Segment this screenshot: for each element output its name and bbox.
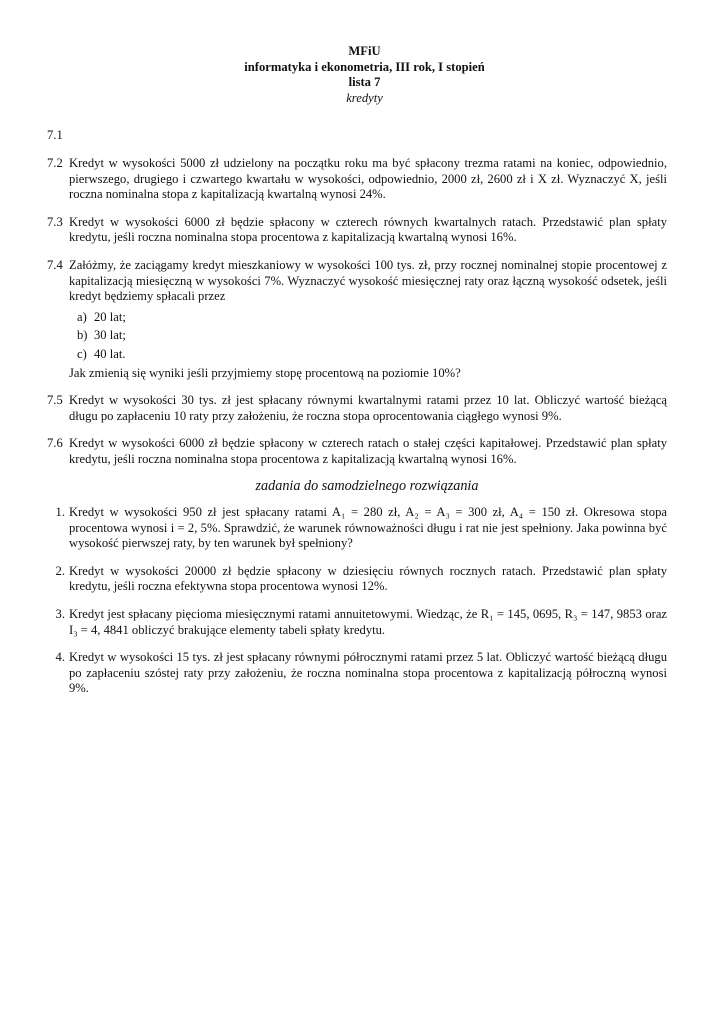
task-text: Kredyt jest spłacany pięcioma miesięcznymi ratami annuitetowymi. Wiedząc, że R₁ = 145, 0695, R₃ = 147, 9853 oraz I₃ = 4, 4841 obliczyć brakujące elementy tabeli spłaty kredytu.: [69, 607, 667, 637]
problem-text: [69, 128, 667, 144]
problem-number: 7.4: [47, 257, 63, 272]
task-number: 4.: [55, 650, 65, 665]
sub-question-text: 20 lat;: [94, 309, 126, 324]
problem-item: [47, 393, 667, 424]
list-title: lista 7: [348, 75, 381, 90]
problem-number: 7.3: [47, 214, 63, 229]
self-study-task-list: [47, 505, 667, 697]
problem-number: 7.6: [47, 436, 63, 451]
problem-number: 7.1: [47, 128, 63, 143]
task-number: 1.: [55, 505, 65, 520]
task-item: [47, 564, 667, 595]
follow-up-question: Jak zmienią się wyniki jeśli przyjmiemy stopę procentową na poziomie 10%?: [69, 365, 461, 380]
task-number: 3.: [55, 607, 65, 622]
problem-item: [47, 215, 667, 246]
problem-number: 7.2: [47, 155, 63, 170]
sub-question-label: b): [77, 328, 88, 343]
course-title: MFiU: [348, 44, 381, 58]
problem-item: [47, 128, 667, 144]
document-header: [62, 44, 667, 106]
task-text: Kredyt w wysokości 950 zł jest spłacany ratami A₁ = 280 zł, A₂ = A₃ = 300 zł, A₄ = 150 zł. Okresowa stopa procentowa wynosi i = 2, 5%. Sprawdzić, że warunek równoważności długu i rat nie jest spełniony. Jaka powinna być wysokość pierwszej raty, by ten warunek był spełniony?: [69, 505, 667, 551]
problem-text: Kredyt w wysokości 6000 zł będzie spłacony w czterech równych kwartalnych ratach. Przedstawić plan spłaty kredytu, jeśli roczna nominalna stopa procentowa z kapitalizacją kwartalną wynosi 16%.: [69, 214, 667, 245]
sub-question-label: a): [77, 309, 87, 324]
problem-item: [47, 436, 667, 467]
sub-question-label: c): [77, 346, 87, 361]
sub-question: [77, 347, 667, 363]
problem-item: [47, 258, 667, 381]
problem-text: Kredyt w wysokości 5000 zł udzielony na początku roku ma być spłacony trezma ratami na koniec, odpowiednio, pierwszego, drugiego i czwartego kwartału w wysokości, odpowiednio, 2000 zł, 2600 zł i X zł. Wyznaczyć X, jeśli roczna nominalna stopa z kapitalizacją kwartalną wynosi 24%.: [69, 155, 667, 202]
task-text: Kredyt w wysokości 15 tys. zł jest spłacany równymi półrocznymi ratami przez 5 lat. Obliczyć wartość bieżącą długu po zapłaceniu szóstej raty przy założeniu, że roczna nominalna stopa procentowa z kapitalizacją półroczną wynosi 9%.: [69, 650, 667, 696]
problem-text: Kredyt w wysokości 6000 zł będzie spłacony w czterech ratach o stałej części kapitałowej. Przedstawić plan spłaty kredytu, jeśli roczna nominalna stopa procentowa z kapitalizacją kwartalną wynosi 16%.: [69, 436, 667, 466]
problem-list: [47, 128, 667, 467]
section-title: zadania do samodzielnego rozwiązania: [255, 478, 479, 495]
problem-item: [47, 156, 667, 203]
task-number: 2.: [55, 563, 65, 578]
program-title: informatyka i ekonometria, III rok, I stopień: [244, 59, 485, 74]
sub-question: [77, 328, 667, 344]
problem-body: [69, 258, 667, 381]
sub-question: [77, 310, 667, 326]
sub-question-text: 40 lat.: [94, 346, 126, 361]
problem-text: Załóżmy, że zaciągamy kredyt mieszkaniowy w wysokości 100 tys. zł, przy rocznej nominalnej stopie procentowej z kapitalizacją miesięczną w wysokości 7%. Wyznaczyć wysokość miesięcznej raty oraz łączną wysokość odsetek, jeśli kredyt będziemy spłacali przez: [69, 257, 667, 304]
problem-number: 7.5: [47, 393, 63, 408]
task-item: [47, 607, 667, 638]
sub-question-text: 30 lat;: [94, 328, 126, 343]
task-item: [47, 650, 667, 697]
sub-question-list: [77, 310, 667, 363]
topic-title: kredyty: [346, 90, 383, 105]
task-text: Kredyt w wysokości 20000 zł będzie spłacony w dziesięciu równych rocznych ratach. Przedstawić plan spłaty kredytu, jeśli roczna efektywna stopa procentowa wynosi 12%.: [69, 563, 667, 594]
problem-text: Kredyt w wysokości 30 tys. zł jest spłacany równymi kwartalnymi ratami przez 10 lat. Obliczyć wartość bieżącą długu po zapłaceniu 10 raty przy założeniu, że roczna stopa oprocentowania ciągłego wynosi 9%.: [69, 393, 667, 423]
task-item: [47, 505, 667, 552]
